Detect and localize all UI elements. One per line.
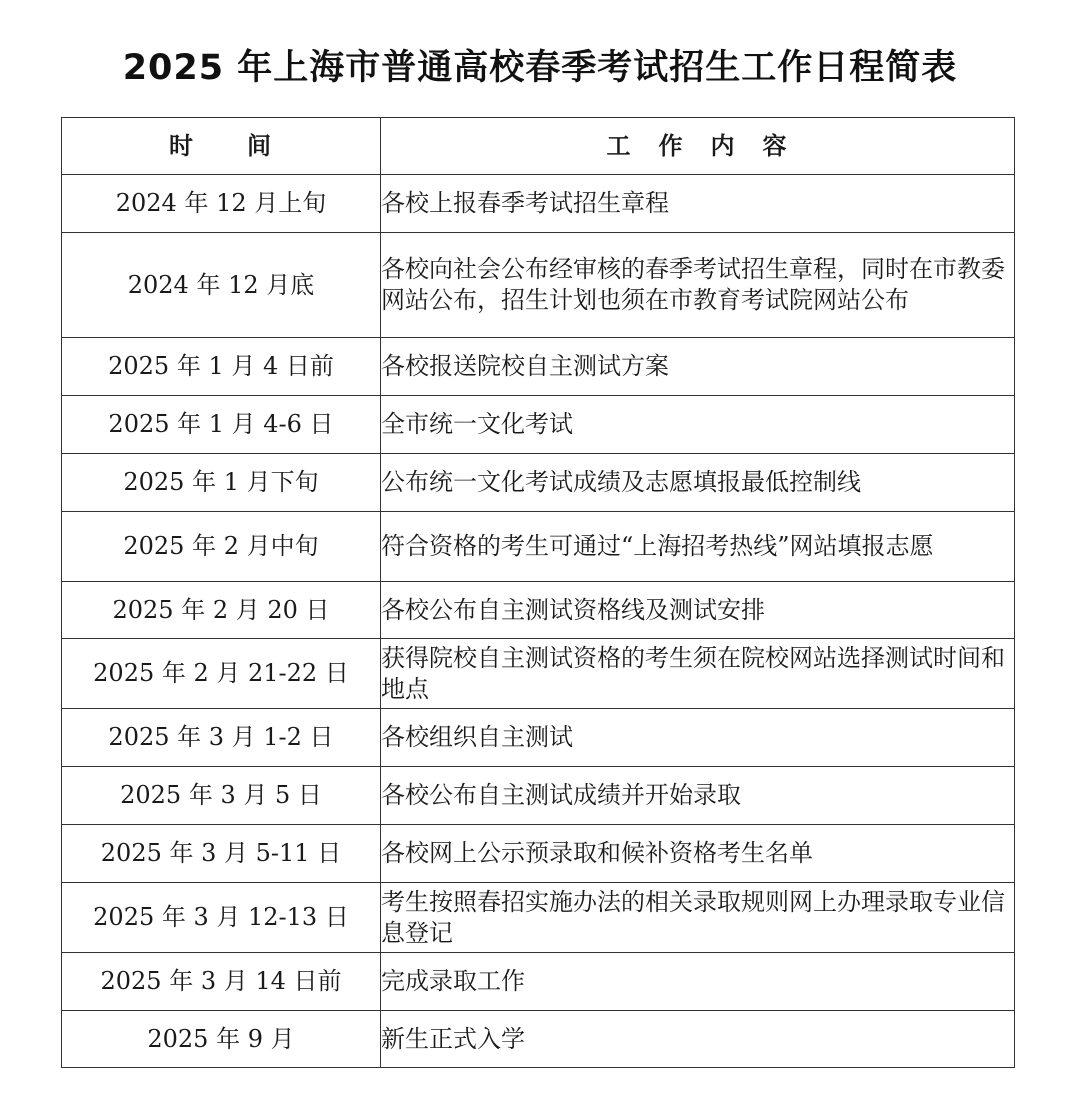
- row-content: 各校上报春季考试招生章程: [381, 175, 1015, 233]
- table-row: [62, 953, 1015, 1011]
- schedule-table: [61, 117, 1015, 1068]
- row-time: 2024 年 12 月上旬: [62, 175, 381, 233]
- row-content: 公布统一文化考试成绩及志愿填报最低控制线: [381, 454, 1015, 512]
- table-row: [62, 1011, 1015, 1068]
- row-time: 2025 年 9 月: [62, 1011, 381, 1068]
- table-row: [62, 582, 1015, 639]
- row-content: 各校网上公示预录取和候补资格考生名单: [381, 825, 1015, 883]
- row-time: 2025 年 3 月 5 日: [62, 767, 381, 825]
- table-row: [62, 233, 1015, 338]
- row-time: 2025 年 2 月中旬: [62, 512, 381, 582]
- column-header-time: 时 间: [62, 118, 381, 175]
- table-row: [62, 709, 1015, 767]
- row-time: 2025 年 3 月 1-2 日: [62, 709, 381, 767]
- table-row: [62, 825, 1015, 883]
- row-time: 2025 年 3 月 5-11 日: [62, 825, 381, 883]
- row-content: 各校报送院校自主测试方案: [381, 338, 1015, 396]
- row-time: 2025 年 1 月下旬: [62, 454, 381, 512]
- row-time: 2025 年 2 月 21-22 日: [62, 639, 381, 709]
- row-time: 2025 年 3 月 14 日前: [62, 953, 381, 1011]
- table-row: [62, 767, 1015, 825]
- table-header-row: [62, 118, 1015, 175]
- table-row: [62, 512, 1015, 582]
- row-content: 考生按照春招实施办法的相关录取规则网上办理录取专业信息登记: [381, 883, 1015, 953]
- row-content: 各校公布自主测试资格线及测试安排: [381, 582, 1015, 639]
- row-content: 各校向社会公布经审核的春季考试招生章程，同时在市教委网站公布，招生计划也须在市教育考试院网站公布: [381, 233, 1015, 338]
- table-row: [62, 396, 1015, 454]
- row-content: 各校组织自主测试: [381, 709, 1015, 767]
- column-header-content: 工 作 内 容: [381, 118, 1015, 175]
- row-time: 2024 年 12 月底: [62, 233, 381, 338]
- table-row: [62, 639, 1015, 709]
- page-title: 2025 年上海市普通高校春季考试招生工作日程简表: [122, 48, 958, 88]
- table-row: [62, 338, 1015, 396]
- table-row: [62, 454, 1015, 512]
- row-content: 完成录取工作: [381, 953, 1015, 1011]
- row-content: 新生正式入学: [381, 1011, 1015, 1068]
- row-time: 2025 年 3 月 12-13 日: [62, 883, 381, 953]
- row-time: 2025 年 1 月 4-6 日: [62, 396, 381, 454]
- row-time: 2025 年 1 月 4 日前: [62, 338, 381, 396]
- table-row: [62, 883, 1015, 953]
- table-row: [62, 175, 1015, 233]
- row-time: 2025 年 2 月 20 日: [62, 582, 381, 639]
- row-content: 获得院校自主测试资格的考生须在院校网站选择测试时间和地点: [381, 639, 1015, 709]
- row-content: 各校公布自主测试成绩并开始录取: [381, 767, 1015, 825]
- row-content: 符合资格的考生可通过“上海招考热线”网站填报志愿: [381, 512, 1015, 582]
- row-content: 全市统一文化考试: [381, 396, 1015, 454]
